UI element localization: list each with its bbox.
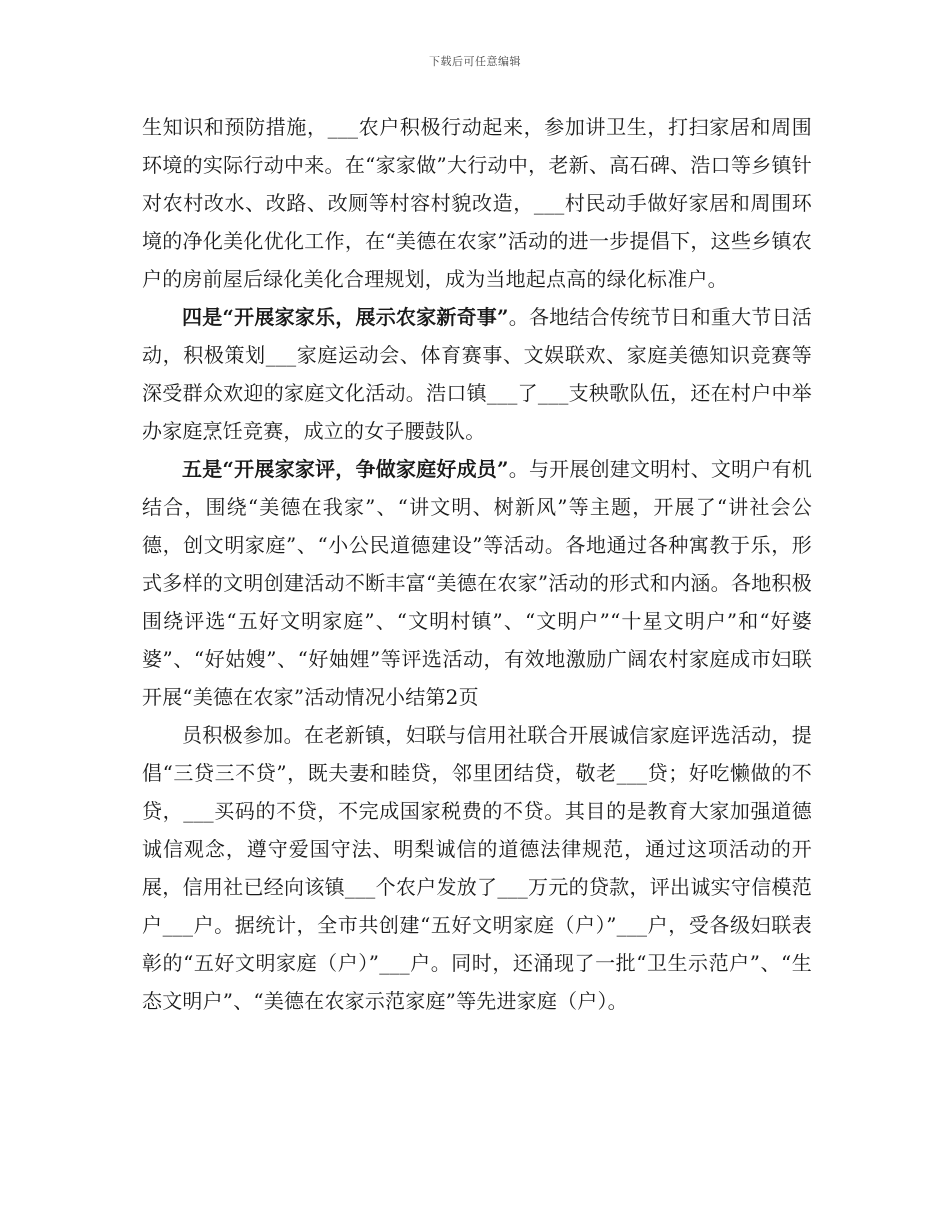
paragraph-4-text: 员积极参加。在老新镇，妇联与信用社联合开展诚信家庭评选活动，提倡“三贷三不贷”，既夫妻和睦贷，邻里团结贷，敬老___贷；好吃懒做的不贷，___买码的不贷，不完成国家税费的不贷。其目的是教育大家加强道德诚信观念，遵守爱国守法、明梨诚信的道德法律规范，通过这项活动的开展，信用社已经向该镇___个农户发放了___万元的贷款，评出诚实守信模范户___户。据统计，全市共创建“五好文明家庭（户）”___户，受各级妇联表彰的“五好文明家庭（户）”___户。同时，还涌现了一批“卫生示范户”、“生态文明户”、“美德在农家示范家庭”等先进家庭（户）。 (142, 723, 812, 1013)
paragraph-2-text: 。各地结合传统节日和重大节日活动，积极策划___家庭运动会、体育赛事、文娱联欢、家庭美德知识竞赛等深受群众欢迎的家庭文化活动。浩口镇___了___支秧歌队伍，还在村户中举办家庭烹饪竞赛，成立的女子腰鼓队。 (142, 305, 812, 443)
paragraph-2-heading: 四是“开展家家乐，展示农家新奇事” (182, 305, 509, 329)
paragraph-4 (142, 716, 812, 1020)
paragraph-2 (142, 298, 812, 450)
paragraph-1 (142, 108, 812, 298)
document-body (142, 108, 812, 1020)
paragraph-1-text: 生知识和预防措施，___农户积极行动起来，参加讲卫生，打扫家居和周围环境的实际行动中来。在“家家做”大行动中，老新、高石碑、浩口等乡镇针对农村改水、改路、改厕等村容村貌改造，___村民动手做好家居和周围环境的净化美化优化工作，在“美德在农家”活动的进一步提倡下，这些乡镇农户的房前屋后绿化美化合理规划，成为当地起点高的绿化标准户。 (142, 115, 812, 291)
paragraph-3 (142, 450, 812, 716)
paragraph-3-heading: 五是“开展家家评，争做家庭好成员” (182, 457, 509, 481)
paragraph-3-text: 。与开展创建文明村、文明户有机结合，围绕“美德在我家”、“讲文明、树新风”等主题，开展了“讲社会公德，创文明家庭”、“小公民道德建设”等活动。各地通过各种寓教于乐，形式多样的文明创建活动不断丰富“美德在农家”活动的形式和内涵。各地积极围绕评选“五好文明家庭”、“文明村镇”、“文明户”“十星文明户”和“好婆婆”、“好姑嫂”、“好妯娌”等评选活动，有效地激励广阔农村家庭成市妇联开展“美德在农家”活动情况小结第2页 (142, 457, 812, 709)
page-header: 下载后可任意编辑 (429, 55, 521, 68)
